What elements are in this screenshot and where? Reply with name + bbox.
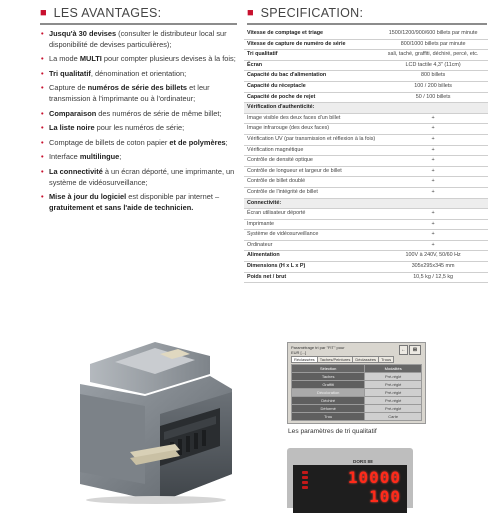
spec-label: Vérification UV (par transmission et réflexion à la fois) — [244, 134, 378, 145]
spec-label: Écran — [244, 60, 378, 71]
settings-row[interactable] — [292, 389, 422, 397]
settings-criterion[interactable]: Déformé — [292, 405, 365, 413]
spec-row — [244, 71, 488, 82]
advantage-text: à un écran déporté, une imprimante, un système de vidéosurveillance; — [49, 166, 235, 187]
spec-row — [244, 113, 488, 124]
spec-value: + — [378, 177, 488, 188]
led-panel — [293, 465, 407, 513]
advantage-text: Comptage de billets de coton papier — [49, 137, 170, 147]
spec-label: Alimentation — [244, 251, 378, 262]
advantage-item — [40, 109, 240, 120]
spec-value: + — [378, 145, 488, 156]
bullet-icon: • — [41, 29, 44, 38]
spec-row — [244, 198, 488, 209]
specification-header — [247, 4, 487, 22]
window-tabs — [291, 356, 393, 363]
advantage-item — [40, 69, 240, 80]
spec-value: 1500/1200/900/600 billets par minute — [378, 29, 488, 39]
specification-table — [244, 29, 488, 283]
spec-row — [244, 103, 488, 114]
advantage-text: Capture de — [49, 83, 88, 93]
spec-row — [244, 156, 488, 167]
window-tab[interactable]: Réclassées — [291, 356, 318, 363]
display-brand: DORS 88 — [353, 459, 373, 464]
spec-row — [244, 60, 488, 71]
spec-value: + — [378, 166, 488, 177]
advantage-text: La mode — [49, 54, 80, 64]
spec-label: Contrôle de l'intégrité de billet — [244, 187, 378, 198]
spec-value: 100V à 240V, 50/60 Hz — [378, 251, 488, 262]
advantage-text: Interface — [49, 152, 80, 162]
window-caption-line1: Paramétrage tri par "FIT" pour — [291, 345, 345, 350]
advantage-text: pour les numéros de série; — [94, 123, 185, 133]
spec-row — [244, 39, 488, 50]
advantage-text: Comparaison — [49, 108, 97, 118]
bullet-icon: • — [41, 137, 44, 147]
spec-label: Vitesse de capture de numéro de série — [244, 39, 378, 50]
spec-value: + — [378, 240, 488, 251]
settings-row[interactable] — [292, 413, 422, 421]
spec-value: + — [378, 134, 488, 145]
settings-row[interactable] — [292, 397, 422, 405]
spec-row — [244, 219, 488, 230]
bullet-icon: • — [41, 54, 44, 64]
advantage-text: numéros de série des billets — [87, 83, 188, 93]
spec-label: Capacité du bac d'alimentation — [244, 71, 378, 82]
spec-row — [244, 177, 488, 188]
advantage-text: Mise à jour du logiciel — [49, 192, 127, 202]
advantage-text: La connectivité — [49, 166, 103, 176]
advantage-text: Jusqu'à 30 devises — [49, 29, 117, 38]
spec-label: Contrôle de billet doublé — [244, 177, 378, 188]
bullet-icon: • — [41, 108, 44, 118]
advantages-list — [40, 29, 240, 217]
spec-label: Contrôle de densité optique — [244, 156, 378, 167]
spec-value: + — [378, 219, 488, 230]
advantage-item — [40, 83, 240, 104]
spec-value: LCD tactile 4,3" (11cm) — [378, 60, 488, 71]
spec-row — [244, 262, 488, 273]
advantage-text: multilingue — [79, 152, 120, 162]
spec-value: + — [378, 156, 488, 167]
spec-value: + — [378, 124, 488, 135]
banknote-counter-machine-image — [60, 334, 250, 504]
spec-value: + — [378, 187, 488, 198]
spec-label: Image infrarouge (des deux faces) — [244, 124, 378, 135]
spec-value: + — [378, 230, 488, 241]
settings-mode[interactable]: Pré-réglé — [365, 405, 422, 413]
led-bottom-value: 100 — [369, 487, 401, 506]
spec-label: Image visible des deux faces d'un billet — [244, 113, 378, 124]
spec-value: 50 / 100 billets — [378, 92, 488, 103]
advantage-text: MULTI — [79, 54, 102, 64]
menu-icon[interactable]: ⊞ — [409, 345, 421, 355]
settings-mode[interactable]: Pré-réglé — [365, 373, 422, 381]
advantage-text: , dénomination et orientation; — [90, 68, 187, 78]
advantage-item — [40, 167, 240, 188]
window-tab[interactable]: Taches/Peintures — [317, 356, 354, 363]
spec-row — [244, 251, 488, 262]
settings-criterion[interactable]: Trou — [292, 413, 365, 421]
settings-mode[interactable]: Pré-réglé — [365, 389, 422, 397]
square-bullet-icon: ■ — [40, 6, 47, 19]
window-tab[interactable]: Déclassées — [352, 356, 379, 363]
settings-row[interactable] — [292, 373, 422, 381]
spec-row — [244, 124, 488, 135]
spec-label: Poids net / brut — [244, 272, 378, 283]
advantage-text: est disponible par internet – — [126, 192, 220, 202]
advantages-title: LES AVANTAGES: — [53, 6, 162, 20]
window-caption-line2: EUR [...] — [291, 350, 307, 355]
spec-row — [244, 92, 488, 103]
bullet-icon: • — [41, 192, 44, 202]
spec-value: 10,5 kg / 12,5 kg — [378, 272, 488, 283]
advantage-item — [40, 29, 240, 50]
spec-label: Tri qualitatif — [244, 50, 378, 61]
advantages-header — [40, 4, 237, 22]
grid-header-modalities: Modalités — [365, 365, 422, 373]
spec-row — [244, 50, 488, 61]
spec-value: + — [378, 209, 488, 220]
led-indicator-icon — [302, 471, 308, 491]
bullet-icon: • — [41, 68, 44, 78]
advantage-text: et leur transmission à l'imprimante ou à l'ordinateur; — [49, 83, 210, 103]
spec-value — [378, 103, 488, 114]
advantage-text: La liste noire — [49, 123, 95, 133]
spec-value: 305x295x345 mm — [378, 262, 488, 273]
external-led-display-image — [287, 448, 413, 508]
header-rule — [247, 23, 487, 25]
spec-label: Capacité du réceptacle — [244, 81, 378, 92]
settings-mode[interactable]: Pré-réglé — [365, 397, 422, 405]
spec-label: Connectivité: — [244, 198, 378, 209]
advantage-text: pour compter plusieurs devises à la fois; — [101, 54, 236, 64]
sorting-parameters-caption: Les paramètres de tri qualitatif — [288, 428, 377, 435]
spec-row — [244, 134, 488, 145]
back-arrow-icon[interactable]: ← — [401, 347, 406, 353]
spec-row — [244, 29, 488, 39]
advantage-text: ; — [225, 137, 228, 147]
window-tab[interactable]: Trous — [378, 356, 394, 363]
spec-value: 100 / 200 billets — [378, 81, 488, 92]
advantage-text: ; — [119, 152, 122, 162]
spec-row — [244, 209, 488, 220]
spec-value — [378, 198, 488, 209]
led-top-value: 10000 — [347, 468, 401, 487]
advantage-text: gratuitement et sans l'aide de technicien. — [49, 202, 194, 212]
spec-row — [244, 272, 488, 283]
advantage-item — [40, 54, 240, 65]
spec-label: Système de vidéosurveillance — [244, 230, 378, 241]
settings-mode[interactable]: Pré-réglé — [365, 381, 422, 389]
bullet-icon: • — [41, 83, 44, 93]
advantage-text: Tri qualitatif — [49, 68, 91, 78]
advantage-item — [40, 123, 240, 134]
advantage-item — [40, 192, 240, 213]
spec-label: Contrôle de longueur et largeur de billet — [244, 166, 378, 177]
spec-value: 800 billets — [378, 71, 488, 82]
spec-row — [244, 145, 488, 156]
sorting-settings-window — [287, 342, 426, 424]
settings-row[interactable] — [292, 405, 422, 413]
header-rule — [40, 23, 237, 25]
settings-criterion[interactable]: Graffiti — [292, 381, 365, 389]
spec-label: Imprimante — [244, 219, 378, 230]
settings-grid — [291, 364, 422, 421]
spec-row — [244, 166, 488, 177]
spec-value: + — [378, 113, 488, 124]
spec-row — [244, 81, 488, 92]
spec-label: Vérification magnétique — [244, 145, 378, 156]
spec-value: sali, taché, graffiti, déchiré, percé, etc. — [378, 50, 488, 61]
spec-label: Écran utilisateur déporté — [244, 209, 378, 220]
settings-row[interactable] — [292, 381, 422, 389]
bullet-icon: • — [41, 152, 44, 162]
advantage-text: et de polymères — [169, 137, 226, 147]
specification-title: SPECIFICATION: — [260, 6, 364, 20]
settings-mode[interactable]: Carte — [365, 413, 422, 421]
spec-value: 800/1000 billets par minute — [378, 39, 488, 50]
square-bullet-icon: ■ — [247, 6, 254, 19]
grid-header-selection: Sélection — [292, 365, 365, 373]
spec-label: Capacité de poche de rejet — [244, 92, 378, 103]
settings-criterion[interactable]: Taches — [292, 373, 365, 381]
advantage-item — [40, 138, 240, 149]
spec-row — [244, 230, 488, 241]
advantage-text: des numéros de série de même billet; — [96, 108, 222, 118]
spec-label: Ordinateur — [244, 240, 378, 251]
settings-criterion[interactable]: Décoloration — [292, 389, 365, 397]
spec-label: Vérification d'authenticité: — [244, 103, 378, 114]
advantage-text: (consulter le distributeur local sur disponibilité de devises particulières); — [49, 29, 227, 49]
bullet-icon: • — [41, 123, 44, 133]
advantage-item — [40, 152, 240, 163]
spec-label: Vitesse de comptage et triage — [244, 29, 378, 39]
settings-criterion[interactable]: Déchiré — [292, 397, 365, 405]
spec-row — [244, 187, 488, 198]
spec-row — [244, 240, 488, 251]
bullet-icon: • — [41, 166, 44, 176]
spec-label: Dimensions (H x L x P) — [244, 262, 378, 273]
